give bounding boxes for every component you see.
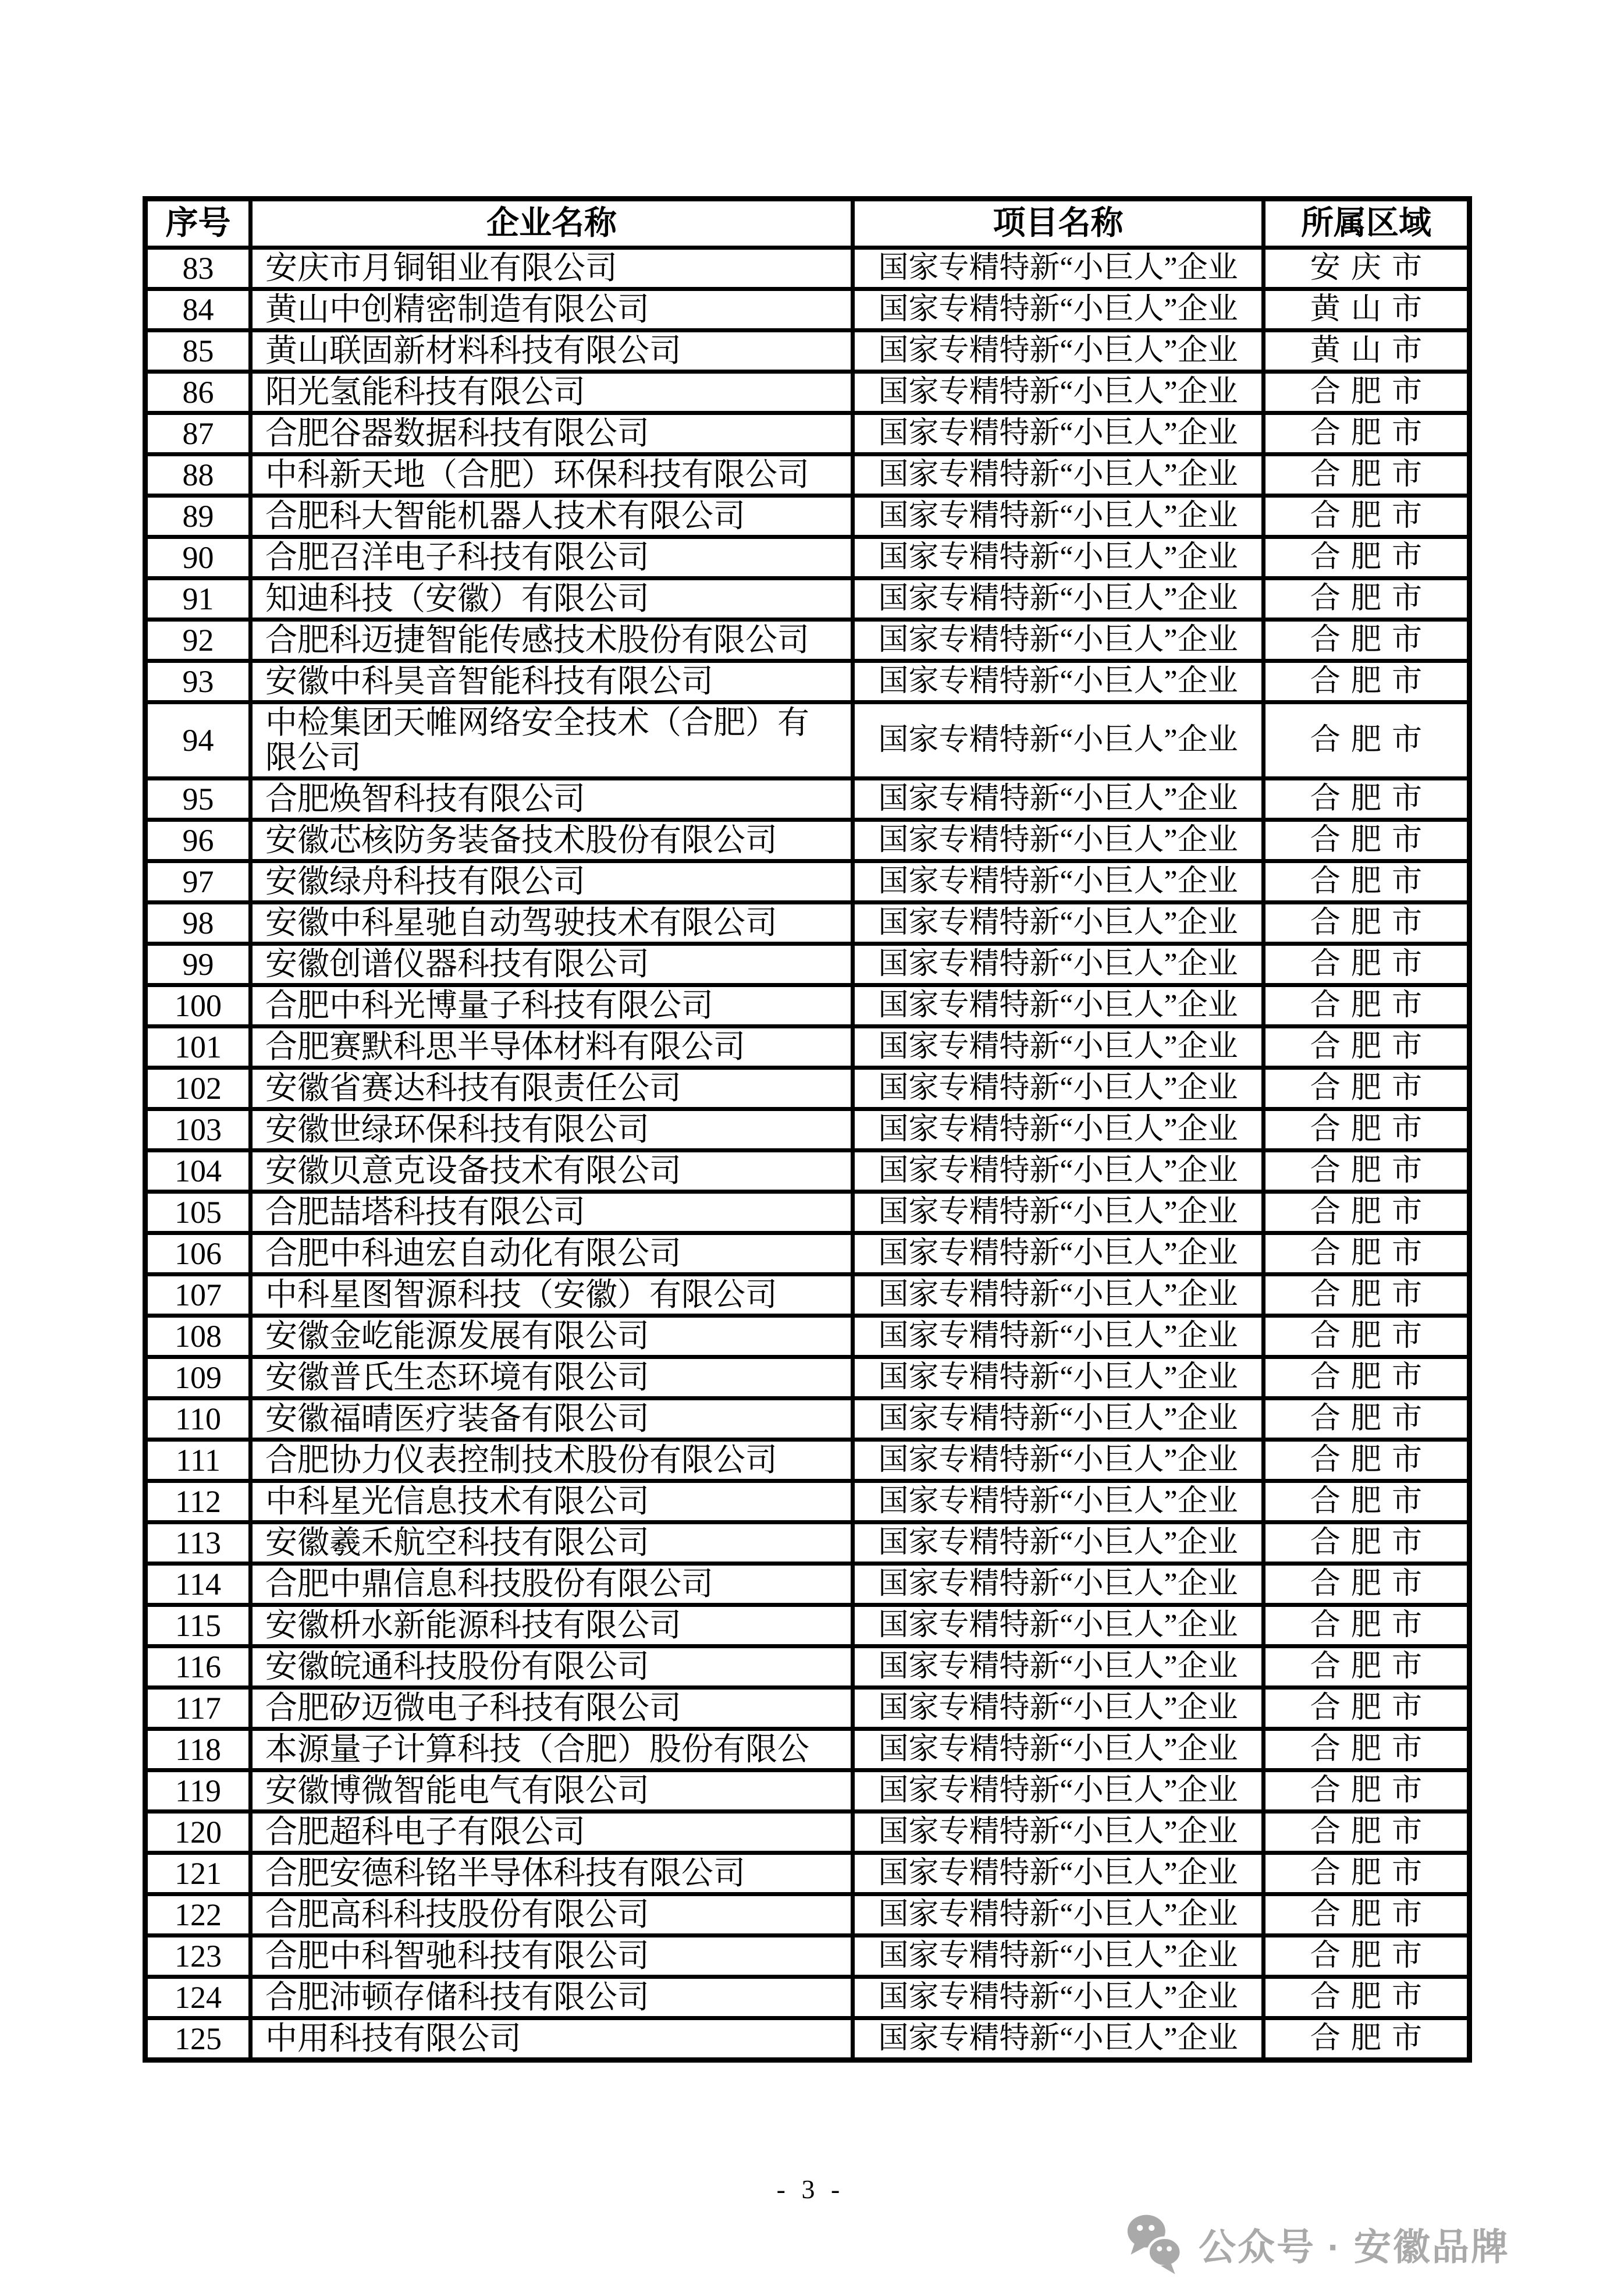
- company-name-cell: 合肥协力仪表控制技术股份有限公司: [251, 1440, 853, 1481]
- region-cell: 合肥市: [1264, 1440, 1470, 1481]
- project-name-cell: 国家专精特新“小巨人”企业: [853, 1688, 1264, 1729]
- region-cell: 合肥市: [1264, 1564, 1470, 1605]
- watermark-text: 公众号 · 安徽品牌: [1199, 2226, 1510, 2268]
- table-row: [145, 455, 1470, 496]
- serial-cell: 123: [145, 1936, 251, 1977]
- company-name-cell: 阳光氢能科技有限公司: [251, 372, 853, 413]
- table-row: [145, 903, 1470, 944]
- serial-cell: 101: [145, 1027, 251, 1068]
- serial-cell: 98: [145, 903, 251, 944]
- region-cell: 合肥市: [1264, 944, 1470, 985]
- table-row: [145, 372, 1470, 413]
- region-cell: 合肥市: [1264, 413, 1470, 455]
- table-row: [145, 861, 1470, 903]
- project-name-cell: 国家专精特新“小巨人”企业: [853, 1523, 1264, 1564]
- table-row: [145, 1812, 1470, 1853]
- project-name-cell: 国家专精特新“小巨人”企业: [853, 944, 1264, 985]
- table-row: [145, 1936, 1470, 1977]
- table-row: [145, 2018, 1470, 2060]
- region-cell: 合肥市: [1264, 455, 1470, 496]
- company-name-cell: 合肥中科迪宏自动化有限公司: [251, 1233, 853, 1275]
- table-row: [145, 1275, 1470, 1316]
- table-row: [145, 1357, 1470, 1399]
- serial-cell: 92: [145, 620, 251, 661]
- table-row: [145, 1109, 1470, 1151]
- serial-cell: 118: [145, 1729, 251, 1770]
- region-cell: 黄山市: [1264, 289, 1470, 331]
- project-name-cell: 国家专精特新“小巨人”企业: [853, 1977, 1264, 2018]
- serial-cell: 97: [145, 861, 251, 903]
- table-row: [145, 1440, 1470, 1481]
- table-row: [145, 1770, 1470, 1812]
- project-name-cell: 国家专精特新“小巨人”企业: [853, 1729, 1264, 1770]
- project-name-cell: 国家专精特新“小巨人”企业: [853, 413, 1264, 455]
- project-name-cell: 国家专精特新“小巨人”企业: [853, 702, 1264, 779]
- serial-cell: 115: [145, 1605, 251, 1646]
- project-name-cell: 国家专精特新“小巨人”企业: [853, 1399, 1264, 1440]
- project-name-cell: 国家专精特新“小巨人”企业: [853, 620, 1264, 661]
- region-cell: 合肥市: [1264, 1812, 1470, 1853]
- serial-cell: 95: [145, 779, 251, 820]
- project-name-cell: 国家专精特新“小巨人”企业: [853, 1151, 1264, 1192]
- project-name-cell: 国家专精特新“小巨人”企业: [853, 1853, 1264, 1894]
- header-company-name: 企业名称: [251, 199, 853, 248]
- project-name-cell: 国家专精特新“小巨人”企业: [853, 903, 1264, 944]
- table-row: [145, 1894, 1470, 1936]
- serial-cell: 110: [145, 1399, 251, 1440]
- table-row: [145, 1027, 1470, 1068]
- region-cell: 合肥市: [1264, 372, 1470, 413]
- header-region: 所属区域: [1264, 199, 1470, 248]
- table-body: [145, 248, 1470, 2060]
- project-name-cell: 国家专精特新“小巨人”企业: [853, 779, 1264, 820]
- company-name-cell: 合肥赛默科思半导体材料有限公司: [251, 1027, 853, 1068]
- company-name-cell: 合肥中科光博量子科技有限公司: [251, 985, 853, 1027]
- region-cell: 合肥市: [1264, 1233, 1470, 1275]
- project-name-cell: 国家专精特新“小巨人”企业: [853, 496, 1264, 537]
- company-name-cell: 合肥科迈捷智能传感技术股份有限公司: [251, 620, 853, 661]
- project-name-cell: 国家专精特新“小巨人”企业: [853, 1481, 1264, 1523]
- serial-cell: 109: [145, 1357, 251, 1399]
- company-name-cell: 安徽中科昊音智能科技有限公司: [251, 661, 853, 702]
- region-cell: 合肥市: [1264, 861, 1470, 903]
- table-row: [145, 1605, 1470, 1646]
- project-name-cell: 国家专精特新“小巨人”企业: [853, 1357, 1264, 1399]
- region-cell: 合肥市: [1264, 1109, 1470, 1151]
- table-row: [145, 1399, 1470, 1440]
- serial-cell: 99: [145, 944, 251, 985]
- company-name-cell: 安徽中科星驰自动驾驶技术有限公司: [251, 903, 853, 944]
- region-cell: 合肥市: [1264, 1151, 1470, 1192]
- company-name-cell: 安徽福晴医疗装备有限公司: [251, 1399, 853, 1440]
- region-cell: 合肥市: [1264, 1729, 1470, 1770]
- table-row: [145, 1233, 1470, 1275]
- company-name-cell: 安徽羲禾航空科技有限公司: [251, 1523, 853, 1564]
- region-cell: 合肥市: [1264, 1316, 1470, 1357]
- header-serial: 序号: [145, 199, 251, 248]
- serial-cell: 112: [145, 1481, 251, 1523]
- company-name-cell: 安徽创谱仪器科技有限公司: [251, 944, 853, 985]
- company-name-cell: 中检集团天帷网络安全技术（合肥）有限公司: [251, 702, 853, 779]
- serial-cell: 122: [145, 1894, 251, 1936]
- serial-cell: 121: [145, 1853, 251, 1894]
- region-cell: 合肥市: [1264, 1688, 1470, 1729]
- company-name-cell: 中科新天地（合肥）环保科技有限公司: [251, 455, 853, 496]
- project-name-cell: 国家专精特新“小巨人”企业: [853, 372, 1264, 413]
- company-name-cell: 安徽贝意克设备技术有限公司: [251, 1151, 853, 1192]
- serial-cell: 96: [145, 820, 251, 861]
- company-name-cell: 中用科技有限公司: [251, 2018, 853, 2060]
- region-cell: 合肥市: [1264, 1399, 1470, 1440]
- project-name-cell: 国家专精特新“小巨人”企业: [853, 1770, 1264, 1812]
- project-name-cell: 国家专精特新“小巨人”企业: [853, 1192, 1264, 1233]
- serial-cell: 84: [145, 289, 251, 331]
- region-cell: 合肥市: [1264, 1192, 1470, 1233]
- table-row: [145, 1729, 1470, 1770]
- region-cell: 合肥市: [1264, 661, 1470, 702]
- serial-cell: 116: [145, 1646, 251, 1688]
- project-name-cell: 国家专精特新“小巨人”企业: [853, 820, 1264, 861]
- project-name-cell: 国家专精特新“小巨人”企业: [853, 248, 1264, 289]
- project-name-cell: 国家专精特新“小巨人”企业: [853, 579, 1264, 620]
- project-name-cell: 国家专精特新“小巨人”企业: [853, 1440, 1264, 1481]
- region-cell: 合肥市: [1264, 496, 1470, 537]
- serial-cell: 88: [145, 455, 251, 496]
- company-name-cell: 安徽世绿环保科技有限公司: [251, 1109, 853, 1151]
- serial-cell: 106: [145, 1233, 251, 1275]
- project-name-cell: 国家专精特新“小巨人”企业: [853, 1109, 1264, 1151]
- project-name-cell: 国家专精特新“小巨人”企业: [853, 1646, 1264, 1688]
- region-cell: 合肥市: [1264, 1770, 1470, 1812]
- project-name-cell: 国家专精特新“小巨人”企业: [853, 661, 1264, 702]
- company-name-cell: 合肥安德科铭半导体科技有限公司: [251, 1853, 853, 1894]
- serial-cell: 114: [145, 1564, 251, 1605]
- table-row: [145, 579, 1470, 620]
- table-row: [145, 289, 1470, 331]
- company-table: [143, 196, 1472, 2063]
- region-cell: 合肥市: [1264, 1481, 1470, 1523]
- table-row: [145, 1316, 1470, 1357]
- region-cell: 合肥市: [1264, 1068, 1470, 1109]
- company-name-cell: 安徽省赛达科技有限责任公司: [251, 1068, 853, 1109]
- company-name-cell: 中科星图智源科技（安徽）有限公司: [251, 1275, 853, 1316]
- table-row: [145, 537, 1470, 579]
- company-name-cell: 合肥科大智能机器人技术有限公司: [251, 496, 853, 537]
- region-cell: 合肥市: [1264, 620, 1470, 661]
- serial-cell: 125: [145, 2018, 251, 2060]
- company-name-cell: 安庆市月铜钼业有限公司: [251, 248, 853, 289]
- region-cell: 合肥市: [1264, 1894, 1470, 1936]
- project-name-cell: 国家专精特新“小巨人”企业: [853, 1233, 1264, 1275]
- region-cell: 合肥市: [1264, 1605, 1470, 1646]
- table-header-row: [145, 199, 1470, 248]
- project-name-cell: 国家专精特新“小巨人”企业: [853, 1027, 1264, 1068]
- region-cell: 合肥市: [1264, 903, 1470, 944]
- company-name-cell: 中科星光信息技术有限公司: [251, 1481, 853, 1523]
- project-name-cell: 国家专精特新“小巨人”企业: [853, 1605, 1264, 1646]
- region-cell: 合肥市: [1264, 820, 1470, 861]
- table-row: [145, 1646, 1470, 1688]
- project-name-cell: 国家专精特新“小巨人”企业: [853, 331, 1264, 372]
- company-name-cell: 安徽枡水新能源科技有限公司: [251, 1605, 853, 1646]
- serial-cell: 94: [145, 702, 251, 779]
- table-row: [145, 1192, 1470, 1233]
- serial-cell: 117: [145, 1688, 251, 1729]
- serial-cell: 100: [145, 985, 251, 1027]
- serial-cell: 87: [145, 413, 251, 455]
- project-name-cell: 国家专精特新“小巨人”企业: [853, 1316, 1264, 1357]
- serial-cell: 89: [145, 496, 251, 537]
- region-cell: 合肥市: [1264, 2018, 1470, 2060]
- project-name-cell: 国家专精特新“小巨人”企业: [853, 861, 1264, 903]
- project-name-cell: 国家专精特新“小巨人”企业: [853, 1812, 1264, 1853]
- serial-cell: 124: [145, 1977, 251, 2018]
- region-cell: 合肥市: [1264, 779, 1470, 820]
- region-cell: 合肥市: [1264, 579, 1470, 620]
- company-name-cell: 合肥沛顿存储科技有限公司: [251, 1977, 853, 2018]
- serial-cell: 90: [145, 537, 251, 579]
- project-name-cell: 国家专精特新“小巨人”企业: [853, 1564, 1264, 1605]
- table-row: [145, 779, 1470, 820]
- project-name-cell: 国家专精特新“小巨人”企业: [853, 985, 1264, 1027]
- company-name-cell: 合肥喆塔科技有限公司: [251, 1192, 853, 1233]
- wechat-icon: [1123, 2212, 1188, 2277]
- serial-cell: 119: [145, 1770, 251, 1812]
- region-cell: 合肥市: [1264, 702, 1470, 779]
- region-cell: 合肥市: [1264, 1357, 1470, 1399]
- serial-cell: 111: [145, 1440, 251, 1481]
- project-name-cell: 国家专精特新“小巨人”企业: [853, 289, 1264, 331]
- company-name-cell: 合肥超科电子有限公司: [251, 1812, 853, 1853]
- region-cell: 合肥市: [1264, 1646, 1470, 1688]
- region-cell: 安庆市: [1264, 248, 1470, 289]
- project-name-cell: 国家专精特新“小巨人”企业: [853, 455, 1264, 496]
- serial-cell: 103: [145, 1109, 251, 1151]
- serial-cell: 104: [145, 1151, 251, 1192]
- table-row: [145, 248, 1470, 289]
- serial-cell: 113: [145, 1523, 251, 1564]
- serial-cell: 83: [145, 248, 251, 289]
- table-row: [145, 1523, 1470, 1564]
- table-row: [145, 944, 1470, 985]
- region-cell: 合肥市: [1264, 1977, 1470, 2018]
- table-row: [145, 702, 1470, 779]
- region-cell: 合肥市: [1264, 1275, 1470, 1316]
- table-row: [145, 1481, 1470, 1523]
- table-row: [145, 1853, 1470, 1894]
- company-name-cell: 黄山联固新材料科技有限公司: [251, 331, 853, 372]
- company-name-cell: 合肥中科智驰科技有限公司: [251, 1936, 853, 1977]
- company-name-cell: 合肥召洋电子科技有限公司: [251, 537, 853, 579]
- company-name-cell: 安徽普氏生态环境有限公司: [251, 1357, 853, 1399]
- company-name-cell: 安徽绿舟科技有限公司: [251, 861, 853, 903]
- company-name-cell: 合肥中鼎信息科技股份有限公司: [251, 1564, 853, 1605]
- table-row: [145, 1688, 1470, 1729]
- region-cell: 合肥市: [1264, 1523, 1470, 1564]
- region-cell: 合肥市: [1264, 1027, 1470, 1068]
- watermark: [1123, 2212, 1510, 2277]
- company-name-cell: 本源量子计算科技（合肥）股份有限公: [251, 1729, 853, 1770]
- table-row: [145, 1564, 1470, 1605]
- region-cell: 合肥市: [1264, 537, 1470, 579]
- serial-cell: 85: [145, 331, 251, 372]
- region-cell: 合肥市: [1264, 1936, 1470, 1977]
- table-row: [145, 985, 1470, 1027]
- serial-cell: 108: [145, 1316, 251, 1357]
- project-name-cell: 国家专精特新“小巨人”企业: [853, 1275, 1264, 1316]
- serial-cell: 93: [145, 661, 251, 702]
- serial-cell: 120: [145, 1812, 251, 1853]
- table-row: [145, 331, 1470, 372]
- region-cell: 合肥市: [1264, 1853, 1470, 1894]
- serial-cell: 105: [145, 1192, 251, 1233]
- table-row: [145, 496, 1470, 537]
- company-name-cell: 知迪科技（安徽）有限公司: [251, 579, 853, 620]
- project-name-cell: 国家专精特新“小巨人”企业: [853, 1894, 1264, 1936]
- project-name-cell: 国家专精特新“小巨人”企业: [853, 1936, 1264, 1977]
- project-name-cell: 国家专精特新“小巨人”企业: [853, 537, 1264, 579]
- table-row: [145, 1068, 1470, 1109]
- serial-cell: 91: [145, 579, 251, 620]
- company-name-cell: 安徽金屹能源发展有限公司: [251, 1316, 853, 1357]
- serial-cell: 107: [145, 1275, 251, 1316]
- table-row: [145, 1151, 1470, 1192]
- company-name-cell: 安徽博微智能电气有限公司: [251, 1770, 853, 1812]
- company-name-cell: 黄山中创精密制造有限公司: [251, 289, 853, 331]
- company-name-cell: 合肥高科科技股份有限公司: [251, 1894, 853, 1936]
- serial-cell: 102: [145, 1068, 251, 1109]
- serial-cell: 86: [145, 372, 251, 413]
- table-row: [145, 413, 1470, 455]
- project-name-cell: 国家专精特新“小巨人”企业: [853, 2018, 1264, 2060]
- region-cell: 黄山市: [1264, 331, 1470, 372]
- company-name-cell: 安徽皖通科技股份有限公司: [251, 1646, 853, 1688]
- page-number: - 3 -: [776, 2174, 845, 2204]
- table-row: [145, 1977, 1470, 2018]
- table-row: [145, 620, 1470, 661]
- region-cell: 合肥市: [1264, 985, 1470, 1027]
- company-name-cell: 合肥谷器数据科技有限公司: [251, 413, 853, 455]
- table-row: [145, 661, 1470, 702]
- project-name-cell: 国家专精特新“小巨人”企业: [853, 1068, 1264, 1109]
- company-name-cell: 安徽芯核防务装备技术股份有限公司: [251, 820, 853, 861]
- table-row: [145, 820, 1470, 861]
- company-name-cell: 合肥矽迈微电子科技有限公司: [251, 1688, 853, 1729]
- header-project-name: 项目名称: [853, 199, 1264, 248]
- company-name-cell: 合肥焕智科技有限公司: [251, 779, 853, 820]
